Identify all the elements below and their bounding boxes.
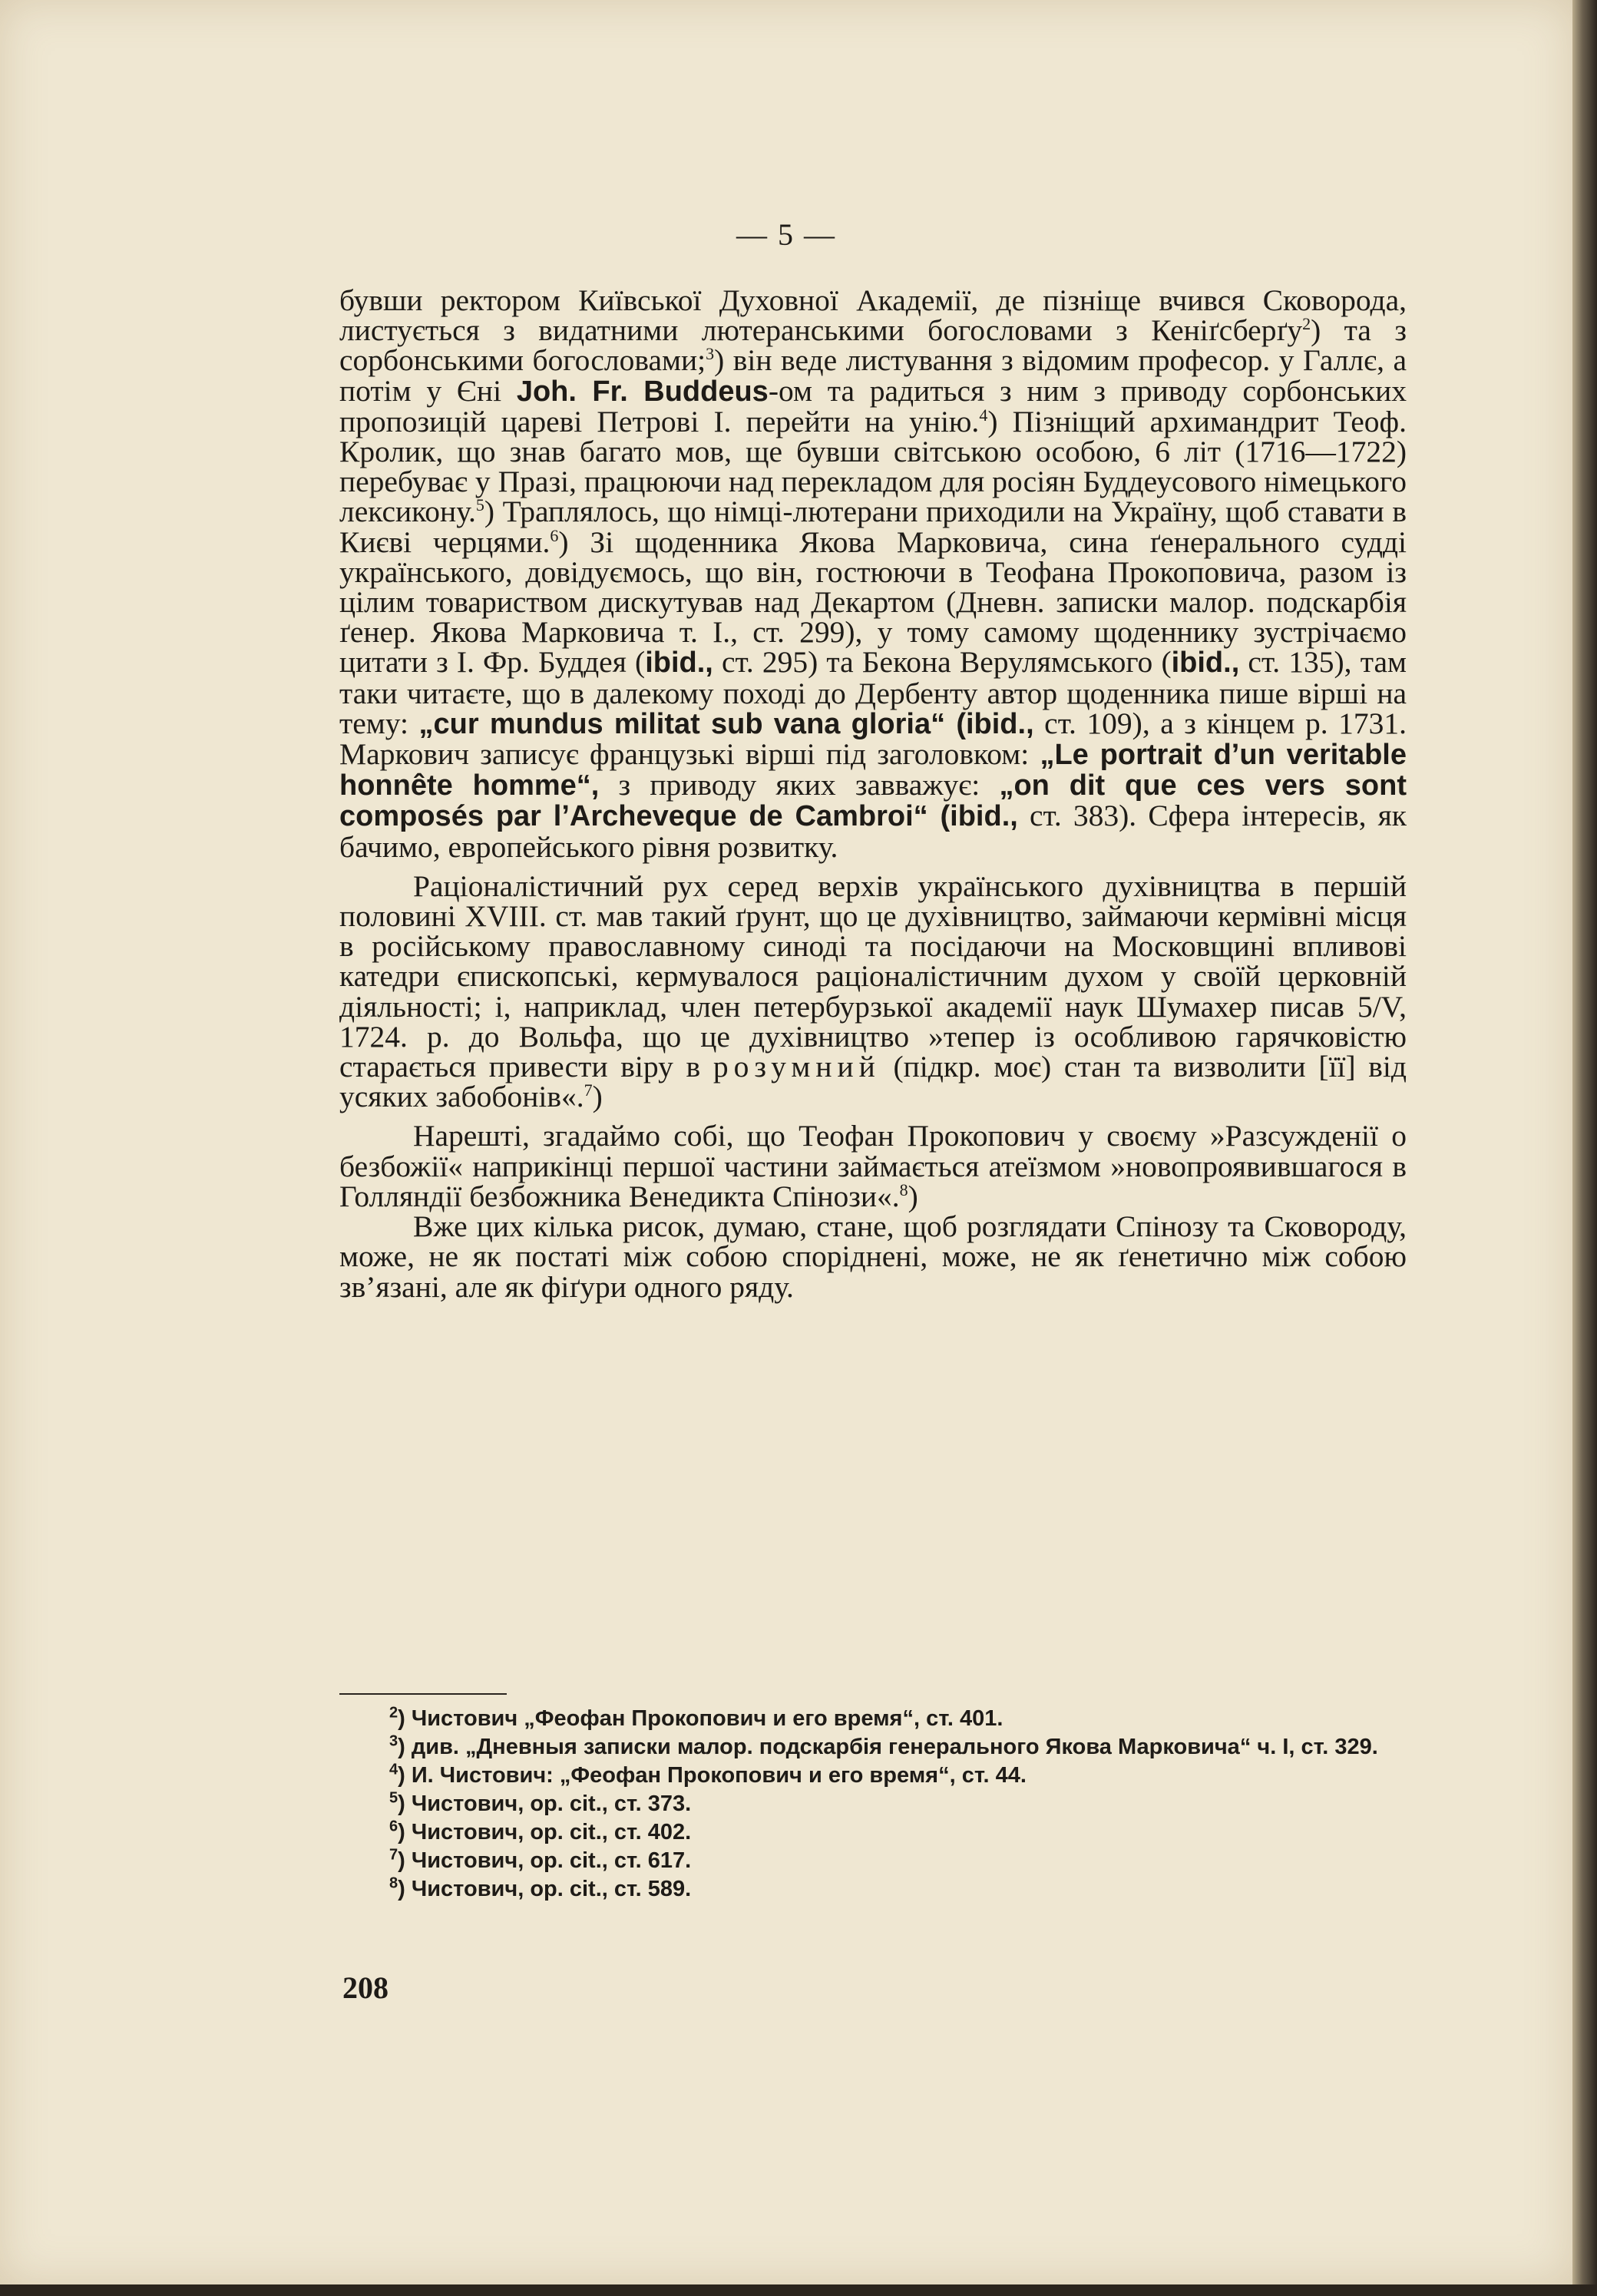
footnote-5 xyxy=(339,1790,1407,1818)
french-quote: „on dit que ces vers sont composés par l’Archeveque de Cambroi“ (ibid., xyxy=(339,769,1407,833)
emphasized-word: розумний xyxy=(713,1050,881,1084)
footnote-divider xyxy=(339,1693,507,1695)
footnote-7 xyxy=(339,1847,1407,1875)
text-run: (підкр. моє) стан та визволити [її] від усяких забобонів«. xyxy=(339,1050,1407,1114)
text-run: -ом та радиться з ним з приводу сорбонських пропозицій цареві Петрові І. перейти на унію. xyxy=(339,373,1407,438)
scan-border-bottom xyxy=(0,2284,1597,2296)
footnote-marker: 5 xyxy=(389,1789,398,1807)
footnote-marker: 6 xyxy=(389,1818,398,1835)
footnote-2 xyxy=(339,1705,1407,1733)
latin-name: Joh. Fr. Buddeus xyxy=(516,375,769,408)
footnote-8 xyxy=(339,1875,1407,1904)
footnote-4 xyxy=(339,1762,1407,1790)
text-run: ст. 135), там таки читаєте, що в далекому поході до Дербенту автор щоденника пише вірші на тему: xyxy=(339,645,1407,740)
text-run: Нарешті, згадаймо собі, що Теофан Прокопович у своєму »Разсужденії о безбожії« наприкінці першої частини займається атеїзмом »новопроявившагося в Голляндії безбожника Венедикта Спінози«. xyxy=(339,1119,1407,1213)
page-number: 208 xyxy=(342,1970,389,2005)
latin-quote: „cur mundus militat sub vana gloria“ (ibid., xyxy=(418,707,1034,740)
footnote-ref[interactable]: 7 xyxy=(584,1080,593,1100)
footnote-ref[interactable]: 4 xyxy=(979,405,988,425)
french-title: „Le portrait d’un veritable honnête homme“, xyxy=(339,739,1407,802)
text-run: ) та з сорбонськими богословами; xyxy=(339,313,1407,378)
text-run: Вже цих кілька рисок, думаю, стане, щоб розглядати Спінозу та Сковороду, може, не як постаті між собою споріднені, може, не як ґенетично між собою зв’язані, але як фіґури одного ряду. xyxy=(339,1209,1407,1304)
footnote-ref[interactable]: 6 xyxy=(550,525,559,545)
text-run: з приводу яких завважує: xyxy=(599,768,1000,802)
text-run: бувши ректором Київської Духовної Академії, де пізніще вчився Сковорода, листується з видатними лютеранськими богословами з Кеніґсберґу xyxy=(339,283,1407,348)
paragraph-1 xyxy=(339,283,1407,864)
footnote-text: ) И. Чистович: „Феофан Прокопович и его время“, ст. 44. xyxy=(398,1763,1027,1788)
footnote-ref[interactable]: 2 xyxy=(1302,314,1311,334)
footnote-6 xyxy=(339,1818,1407,1847)
text-run: ) він веде листування з відомим професор. у Галлє, а потім у Єні xyxy=(339,343,1407,408)
footnote-text: ) Чистович „Феофан Прокопович и его время“, ст. 401. xyxy=(398,1706,1003,1731)
footnote-text: ) Чистович, op. cit., ст. 402. xyxy=(398,1820,692,1844)
paragraph-3 xyxy=(339,1121,1407,1212)
footnote-marker: 3 xyxy=(389,1732,398,1750)
footnote-marker: 7 xyxy=(389,1846,398,1864)
scan-border-right xyxy=(1572,0,1597,2296)
text-run: ст. 109), а з кінцем р. 1731. Маркович записує французькі вірші під заголовком: xyxy=(339,706,1407,772)
text-run: ст. 383). Сфера інтересів, як бачимо, европейського рівня розвитку. xyxy=(339,799,1407,864)
footnote-text: ) див. „Дневныя записки малор. подскарбія генерального Якова Марковича“ ч. І, ст. 329. xyxy=(398,1735,1378,1759)
paragraph-2 xyxy=(339,868,1407,1114)
text-run: ст. 295) та Бекона Верулямського ( xyxy=(713,645,1172,680)
footnote-text: ) Чистович, op. cit., ст. 617. xyxy=(398,1848,692,1873)
running-page-number: — 5 — xyxy=(736,217,836,252)
text-run: ) Пізніщий архимандрит Теоф. Кролик, що знав багато мов, ще бувши світською особою, 6 літ (1716—1722) перебуває у Празі, працюючи над перекладом для росіян Буддеусового німецького лексикону. xyxy=(339,404,1407,529)
footnotes xyxy=(339,1705,1407,1904)
text-run: Раціоналістичний рух серед верхів українського духівництва в першій половині XVIII. ст. мав такий ґрунт, що це духівництво, займаючи кермівні місця в російському православному синоді та посідаючи на Московщині впливові катедри єпископські, кермувалося раціоналістичним духом у своїй церковній діяльності; і, наприклад, член петербурзької академії наук Шумахер писав 5/V, 1724. р. до Вольфа, що це духівництво »тепер із особливою гарячковістю старається привести віру в xyxy=(339,868,1407,1084)
text-run: ) xyxy=(908,1179,918,1213)
text-run: ) Траплялось, що німці-лютерани приходили на Україну, щоб ставати в Києві черцями. xyxy=(339,495,1407,559)
footnote-marker: 2 xyxy=(389,1704,398,1722)
footnote-text: ) Чистович, op. cit., ст. 589. xyxy=(398,1877,692,1901)
main-text xyxy=(339,283,1407,1304)
text-run: ) xyxy=(592,1080,603,1114)
footnote-text: ) Чистович, op. cit., ст. 373. xyxy=(398,1791,692,1816)
latin-citation: ibid., xyxy=(645,647,713,680)
footnote-ref[interactable]: 5 xyxy=(475,495,484,515)
text-run: ) Зі щоденника Якова Марковича, сина ґенерального судді українського, довідуємось, що він, гостюючи в Теофана Прокоповича, разом із цілим товариством дискутував над Декартом (Дневн. записки малор. подскарбія ґенер. Якова Марковича т. І., ст. 299), у тому самому щоденнику зустрічаємо цитати з І. Фр. Буддея ( xyxy=(339,524,1407,680)
footnote-marker: 4 xyxy=(389,1761,398,1778)
footnote-ref[interactable]: 3 xyxy=(706,344,715,364)
paragraph-4 xyxy=(339,1209,1407,1304)
footnote-marker: 8 xyxy=(389,1874,398,1892)
latin-citation: ibid., xyxy=(1171,647,1240,680)
footnote-ref[interactable]: 8 xyxy=(899,1179,908,1199)
footnote-3 xyxy=(339,1733,1407,1762)
